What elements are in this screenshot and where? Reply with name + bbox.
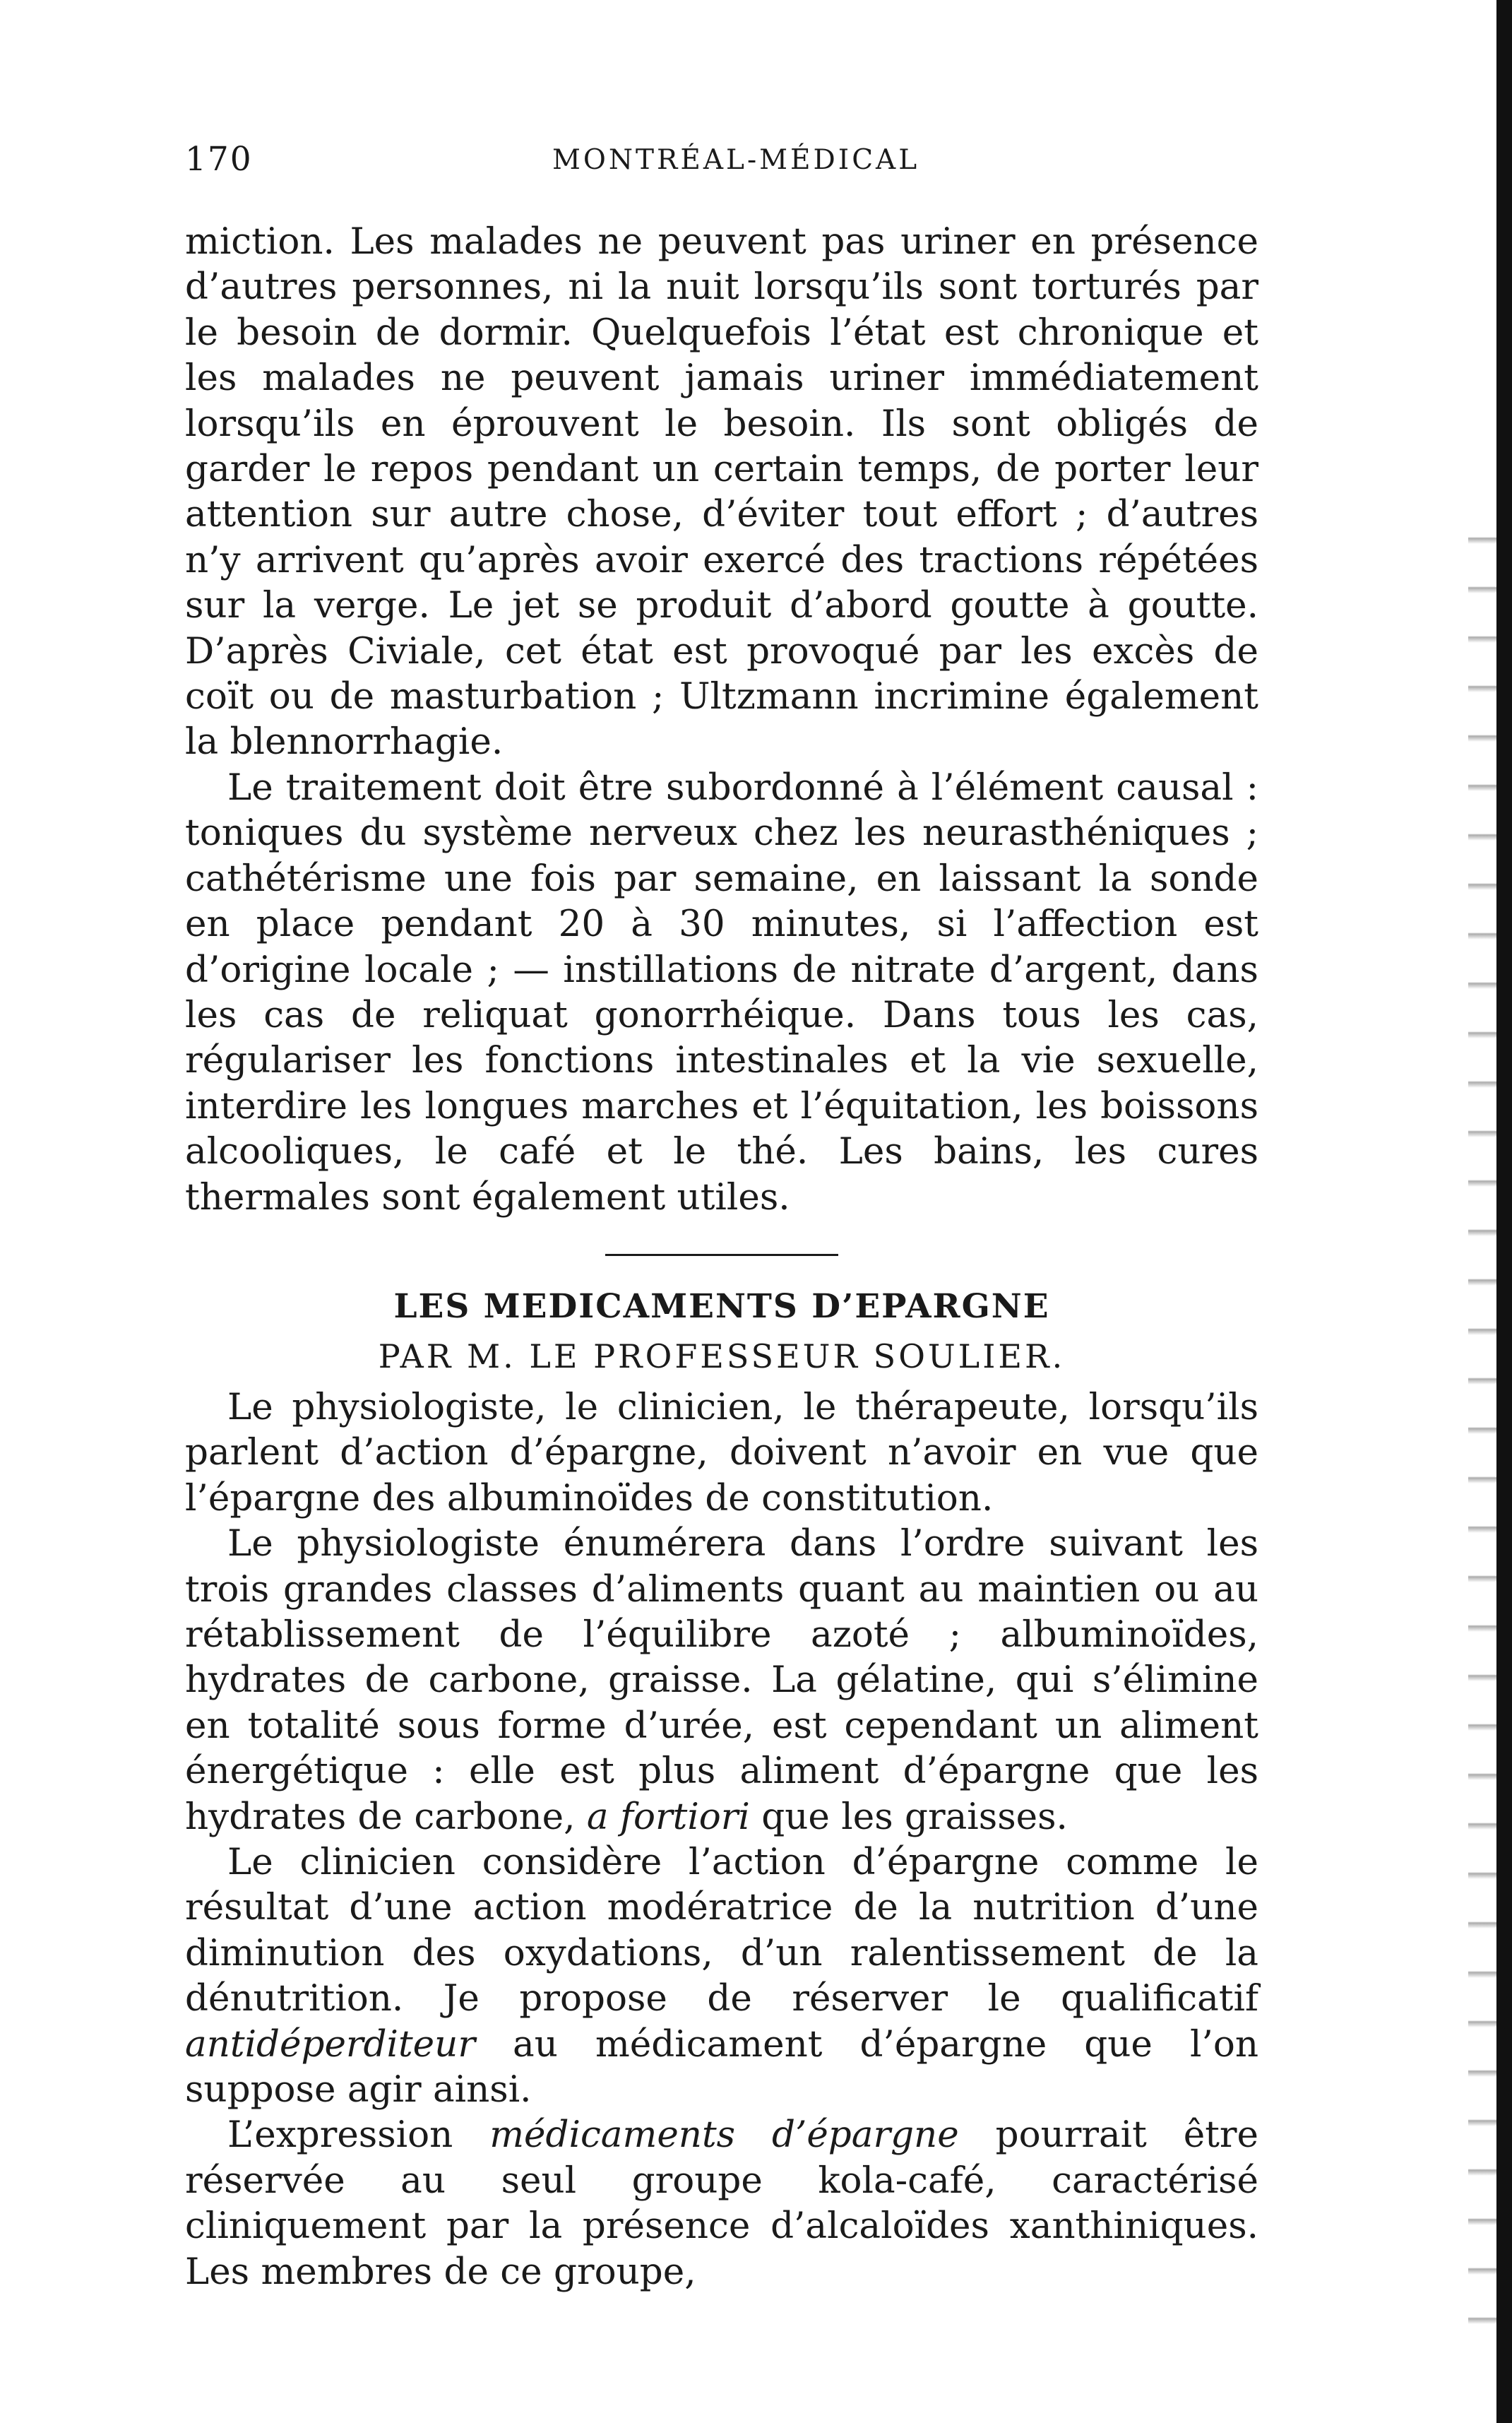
paragraph-text: Le clinicien considère l’action d’épargne comme le résultat d’une action modératrice de la nutrition d’une diminution des oxydations, d’un ralentissement de la dénutrition. Je propose de réserver le qualificatif bbox=[185, 1841, 1258, 2020]
paragraph-text: Le physiologiste énumérera dans l’ordre suivant les trois grandes classes d’aliments quant au maintien ou au rétablissement de l’équilibre azoté ; albuminoïdes, hydrates de carbone, graisse. La gélatine, qui s’élimine en totalité sous forme d’urée, est cependant un aliment énergétique : elle est plus aliment d’épargne que les hydrates de carbone, bbox=[185, 1522, 1258, 1838]
paragraph-clinician bbox=[185, 1840, 1258, 2112]
section-divider-rule bbox=[605, 1254, 838, 1256]
paragraph-continuation: miction. Les malades ne peuvent pas uriner en présence d’autres personnes, ni la nuit lorsqu’ils sont torturés par le besoin de dormir. Quelquefois l’état est chronique et les malades ne peuvent jamais uriner immédiatement lorsqu’ils en éprouvent le besoin. Ils sont obligés de garder le repos pendant un certain temps, de porter leur attention sur autre chose, d’éviter tout effort ; d’autres n’y arrivent qu’après avoir exercé des tractions répétées sur la verge. Le jet se produit d’abord goutte à goutte. D’après Civiale, cet état est provoqué par les excès de coït ou de masturbation ; Ultzmann incrimine également la blennorrhagie. bbox=[185, 220, 1258, 764]
paragraph-text: que les graisses. bbox=[749, 1795, 1068, 1838]
paragraph-physiologist bbox=[185, 1521, 1258, 1840]
emphasis-text: médicaments d’épargne bbox=[489, 2114, 959, 2157]
journal-title: MONTRÉAL-MÉDICAL bbox=[552, 144, 920, 176]
author-byline: PAR M. LE PROFESSEUR SOULIER. bbox=[378, 1337, 1066, 1375]
page-number: 170 bbox=[185, 140, 253, 179]
paragraph-treatment: Le traitement doit être subordonné à l’élément causal : toniques du système nerveux chez les neurasthéniques ; cathétérisme une fois par semaine, en laissant la sonde en place pendant 20 à 30 minutes, si l’affection est d’origine locale ; — instillations de nitrate d’argent, dans les cas de reliquat gonorrhéique. Dans tous les cas, régulariser les fonctions intestinales et la vie sexuelle, interdire les longues marches et l’équitation, les boissons alcooliques, le café et le thé. Les bains, les cures thermales sont également utiles. bbox=[185, 766, 1258, 1219]
emphasis-text: antidéperditeur bbox=[185, 2022, 475, 2066]
section-heading: LES MEDICAMENTS D’EPARGNE bbox=[393, 1286, 1050, 1326]
page-body bbox=[185, 219, 1258, 2294]
emphasis-text: a fortiori bbox=[586, 1795, 750, 1838]
paragraph-text: au médicament d’épargne que l’on suppose agir ainsi. bbox=[185, 2022, 1258, 2111]
running-head bbox=[185, 140, 1258, 182]
paragraph-intro: Le physiologiste, le clinicien, le thérapeute, lorsqu’ils parlent d’action d’épargne, doivent n’avoir en vue que l’épargne des albuminoïdes de constitution. bbox=[185, 1385, 1258, 1519]
binding-edge-strip bbox=[1496, 0, 1512, 2423]
paragraph-expression bbox=[185, 2112, 1258, 2294]
paragraph-text: pourrait être réservée au seul groupe kola-café, caractérisé cliniquement par la présence d’alcaloïdes xanthiniques. Les membres de ce groupe, bbox=[185, 2114, 1258, 2293]
paragraph-text: L’expression bbox=[227, 2114, 490, 2157]
